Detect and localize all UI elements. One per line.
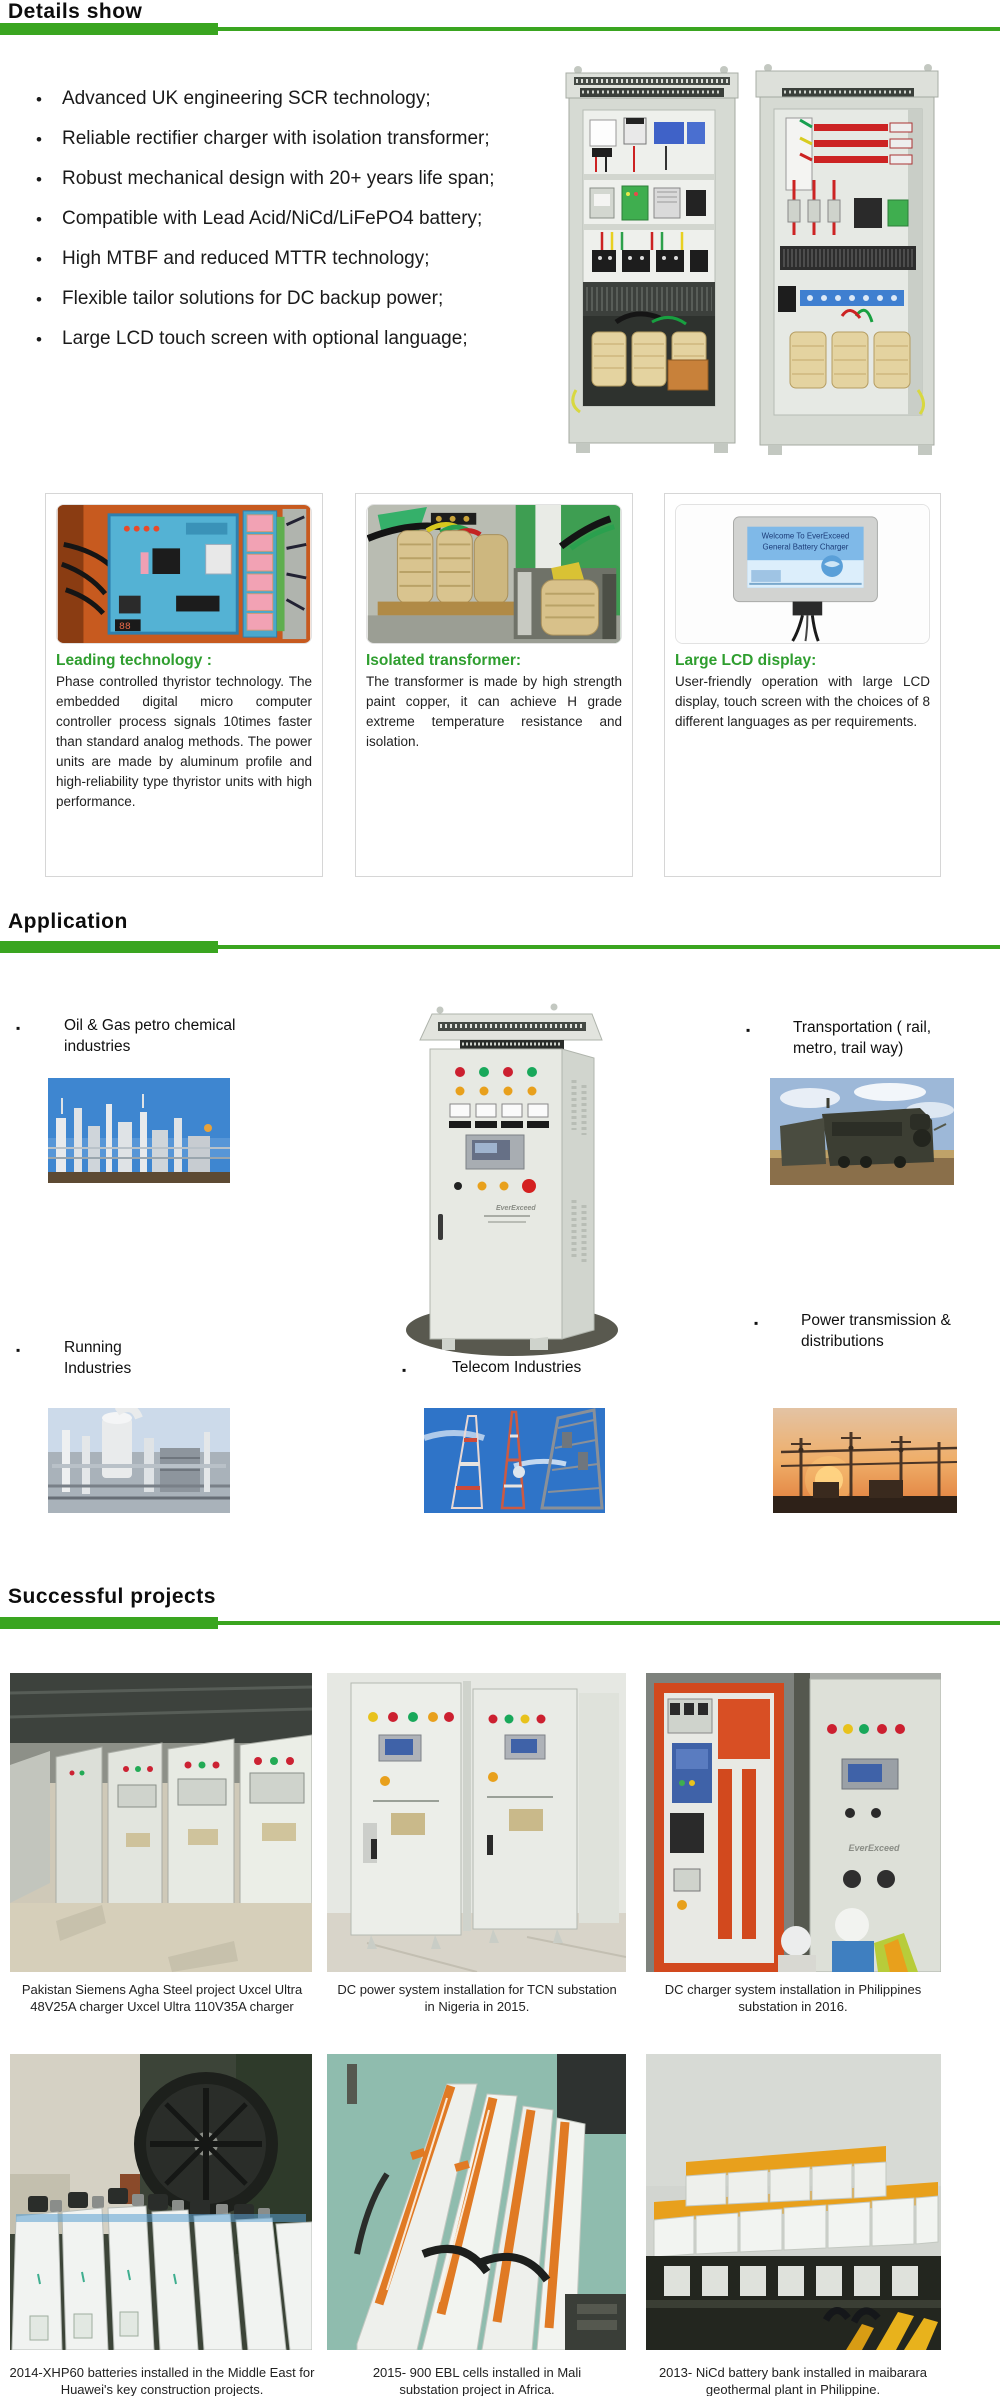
feature-text: Reliable rectifier charger with isolation transformer; — [62, 128, 490, 149]
lcd-welcome-line2: General Battery Charger — [762, 542, 849, 552]
power-transmission-photo — [773, 1408, 957, 1513]
feature-item — [36, 288, 556, 328]
project-photo-mali-cells — [327, 2054, 626, 2350]
svg-text:88: 88 — [118, 621, 131, 633]
cabinet-brand-label: EverExceed — [848, 1843, 900, 1853]
feature-item — [36, 168, 556, 208]
bullet-icon: • — [36, 210, 42, 229]
cabinet-brand-label: EverExceed — [496, 1205, 536, 1212]
green-bar-thin — [218, 945, 1000, 949]
app-label-power: Power transmission & distributions — [801, 1312, 951, 1350]
project-caption: DC charger system installation in Philippines substation in 2016. — [664, 1982, 922, 2014]
feature-text: Robust mechanical design with 20+ years life span; — [62, 168, 495, 189]
feature-item — [36, 88, 556, 128]
bullet-icon: • — [36, 250, 42, 269]
project-caption: 2015- 900 EBL cells installed in Mali substation project in Africa. — [372, 2365, 582, 2396]
detail-card-technology — [45, 493, 323, 877]
green-bar-thin — [218, 27, 1000, 31]
thyristor-board-photo — [56, 504, 312, 644]
bullet-icon: • — [36, 290, 42, 309]
project-photo-pakistan — [10, 1673, 312, 1972]
feature-item — [36, 248, 556, 288]
square-bullet-icon: ▪ — [402, 1363, 407, 1377]
app-label-telecom: Telecom Industries — [452, 1359, 582, 1376]
details-heading: Details show — [8, 0, 143, 23]
feature-text: Large LCD touch screen with optional language; — [62, 328, 468, 349]
oil-gas-photo — [48, 1078, 230, 1183]
detail-card-lcd — [664, 493, 941, 877]
app-label-running: Running Industries — [64, 1339, 132, 1377]
app-label-transportation: Transportation ( rail, metro, trail way) — [793, 1019, 932, 1057]
project-caption: Pakistan Siemens Agha Steel project Uxcel Ultra 48V25A charger Uxcel Ultra 110V35A charger — [21, 1982, 303, 2014]
running-industries-photo — [48, 1408, 230, 1513]
detail-card-transformer — [355, 493, 633, 877]
transportation-train-photo — [770, 1078, 954, 1185]
project-caption: DC power system installation for TCN substation in Nigeria in 2015. — [337, 1982, 617, 2014]
projects-heading: Successful projects — [8, 1585, 216, 1608]
project-caption: 2014-XHP60 batteries installed in the Middle East for Huawei's key construction projects. — [9, 2365, 315, 2396]
application-cabinet-photo — [402, 1000, 622, 1360]
feature-item — [36, 128, 556, 168]
feature-text: Advanced UK engineering SCR technology; — [62, 88, 431, 109]
isolation-transformer-photo — [366, 504, 622, 644]
project-photo-nigeria — [327, 1673, 626, 1972]
card-body: Phase controlled thyristor technology. The embedded digital micro computer controller process signals 10times faster than standard analog methods. The power units are made by aluminum profile and high-reliability type thyristor units with high performance. — [56, 674, 312, 809]
lcd-panel-photo — [675, 504, 930, 644]
square-bullet-icon: ▪ — [16, 1343, 21, 1357]
project-photo-philippines — [646, 1673, 941, 1972]
square-bullet-icon: ▪ — [746, 1023, 751, 1037]
card-title: Isolated transformer: — [366, 652, 522, 669]
lcd-welcome-line1: Welcome To EverExceed — [761, 531, 850, 541]
green-bar-thick — [0, 1617, 218, 1629]
card-title: Large LCD display: — [675, 652, 817, 669]
project-caption: 2013- NiCd battery bank installed in maibarara geothermal plant in Philippine. — [658, 2365, 928, 2396]
green-bar-thin — [218, 1621, 1000, 1625]
feature-text: Flexible tailor solutions for DC backup power; — [62, 288, 444, 309]
telecom-industries-photo — [424, 1408, 605, 1513]
green-bar-thick — [0, 941, 218, 953]
feature-item — [36, 328, 556, 368]
feature-text: Compatible with Lead Acid/NiCd/LiFePO4 battery; — [62, 208, 483, 229]
card-body: The transformer is made by high strength paint copper, it can achieve H grade extreme temperature resistance and isolation. — [366, 674, 622, 749]
project-photo-maibarara-batteries — [646, 2054, 941, 2350]
feature-text: High MTBF and reduced MTTR technology; — [62, 248, 430, 269]
bullet-icon: • — [36, 90, 42, 109]
square-bullet-icon: ▪ — [754, 1316, 759, 1330]
feature-bullet-list — [36, 88, 556, 368]
square-bullet-icon: ▪ — [16, 1021, 21, 1035]
feature-item — [36, 208, 556, 248]
bullet-icon: • — [36, 330, 42, 349]
bullet-icon: • — [36, 130, 42, 149]
card-title: Leading technology : — [56, 652, 212, 669]
app-label-oil-gas: Oil & Gas petro chemical industries — [64, 1017, 236, 1055]
hero-cabinets-photo — [556, 60, 946, 460]
card-body: User-friendly operation with large LCD display, touch screen with the choices of 8 different languages as per requirements. — [675, 674, 930, 729]
bullet-icon: • — [36, 170, 42, 189]
project-photo-huawei-batteries — [10, 2054, 312, 2350]
green-bar-thick — [0, 23, 218, 35]
application-heading: Application — [8, 910, 128, 933]
